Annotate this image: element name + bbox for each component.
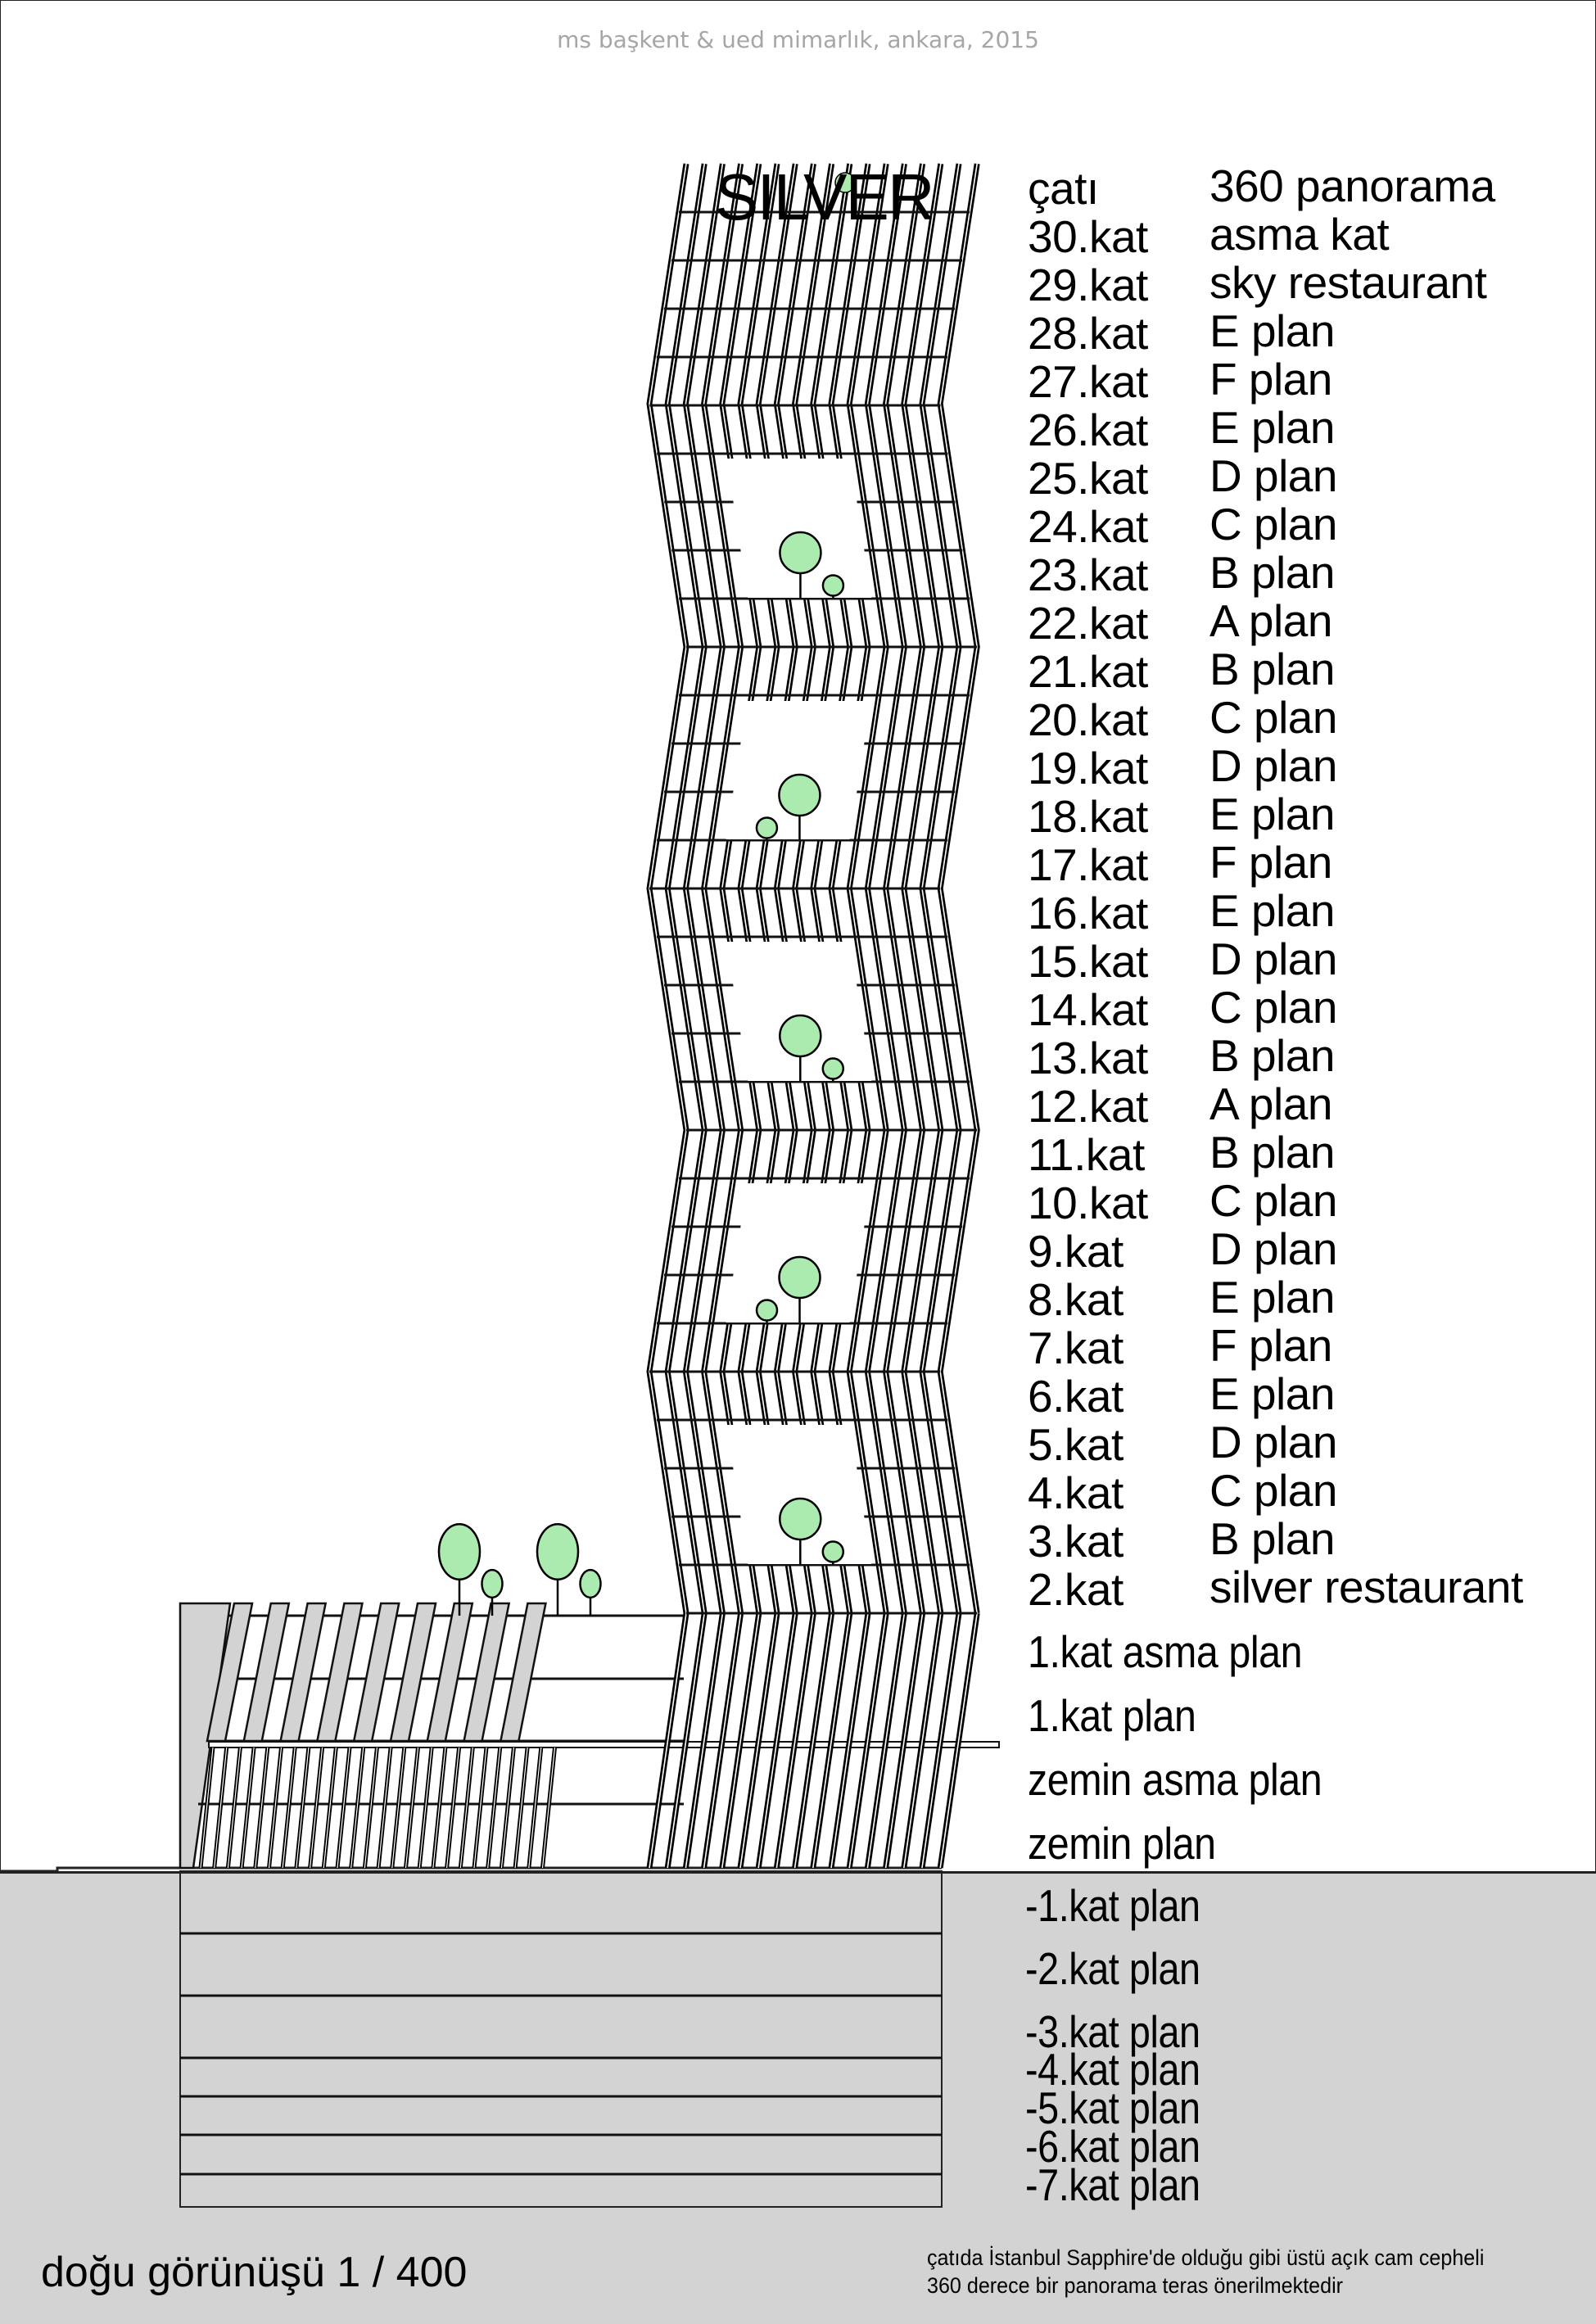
floor-number: 16.kat [1028, 888, 1148, 938]
floor-plan-type: D plan [1209, 450, 1337, 501]
floor-plan-type: A plan [1209, 1078, 1332, 1129]
floor-number: 18.kat [1028, 791, 1148, 842]
floor-number: 12.kat [1028, 1081, 1148, 1132]
floor-plan-type: E plan [1209, 1368, 1335, 1419]
floor-number: 6.kat [1028, 1371, 1124, 1422]
floor-number: 21.kat [1028, 646, 1148, 697]
podium-floor-label: 1.kat asma plan [1028, 1626, 1303, 1677]
credit-text: ms başkent & ued mimarlık, ankara, 2015 [557, 26, 1039, 53]
floor-number: 28.kat [1028, 308, 1148, 359]
floor-number: çatı [1028, 163, 1099, 214]
floor-plan-type: sky restaurant [1209, 257, 1487, 308]
floor-plan-type: B plan [1209, 644, 1335, 694]
floor-plan-type: D plan [1209, 1223, 1337, 1274]
floor-plan-type: D plan [1209, 934, 1337, 984]
floor-plan-type: B plan [1209, 1030, 1335, 1081]
floor-number: 13.kat [1028, 1033, 1148, 1083]
building-name: SILVER [715, 161, 934, 233]
floor-plan-type: D plan [1209, 740, 1337, 791]
floor-plan-type: F plan [1209, 837, 1332, 888]
basement-block [0, 1868, 942, 2207]
floor-plan-type: C plan [1209, 1465, 1337, 1516]
basement-floor-label: -6.kat plan [1025, 2121, 1200, 2172]
basement-floor-label: -2.kat plan [1025, 1943, 1200, 1994]
floor-number: 2.kat [1028, 1564, 1124, 1615]
podium-floor-label: zemin plan [1028, 1818, 1216, 1869]
design-note-line-1: çatıda İstanbul Sapphire'de olduğu gibi üstü açık cam cepheli [927, 2245, 1485, 2270]
floor-number: 9.kat [1028, 1226, 1124, 1277]
drawing-title: doğu görünüşü 1 / 400 [41, 2249, 468, 2296]
floor-number: 5.kat [1028, 1419, 1124, 1470]
floor-number: 26.kat [1028, 405, 1148, 455]
podium-floor-label: zemin asma plan [1028, 1754, 1322, 1805]
floor-number: 30.kat [1028, 211, 1148, 262]
floor-plan-type: silver restaurant [1209, 1562, 1523, 1612]
floor-plan-type: F plan [1209, 354, 1332, 405]
floor-number: 20.kat [1028, 694, 1148, 745]
floor-number: 3.kat [1028, 1516, 1124, 1567]
floor-number: 10.kat [1028, 1178, 1148, 1228]
floor-number: 27.kat [1028, 356, 1148, 407]
floor-number: 24.kat [1028, 501, 1148, 552]
floor-plan-type: E plan [1209, 1272, 1335, 1323]
floor-plan-type: B plan [1209, 1513, 1335, 1564]
basement-floor-label: -7.kat plan [1025, 2159, 1200, 2210]
floor-number: 11.kat [1028, 1129, 1145, 1180]
floor-plan-type: F plan [1209, 1320, 1332, 1371]
floor-plan-type: asma kat [1209, 209, 1390, 260]
floor-plan-type: E plan [1209, 789, 1335, 839]
floor-plan-type: D plan [1209, 1417, 1337, 1467]
floor-number: 23.kat [1028, 549, 1148, 600]
floor-plan-type: E plan [1209, 305, 1335, 356]
floor-number: 4.kat [1028, 1467, 1124, 1518]
floor-number: 14.kat [1028, 984, 1148, 1035]
floor-number: 29.kat [1028, 260, 1148, 310]
floor-plan-type: E plan [1209, 402, 1335, 453]
floor-plan-type: C plan [1209, 982, 1337, 1033]
floor-number: 8.kat [1028, 1274, 1124, 1325]
podium-floor-label: 1.kat plan [1028, 1690, 1196, 1741]
basement-floor-label: -5.kat plan [1025, 2082, 1200, 2133]
basement-floor-label: -3.kat plan [1025, 2006, 1200, 2057]
floor-number: 22.kat [1028, 598, 1148, 649]
floor-plan-type: B plan [1209, 547, 1335, 598]
floor-number: 25.kat [1028, 453, 1148, 504]
floor-number: 19.kat [1028, 743, 1148, 794]
floor-plan-type: A plan [1209, 595, 1332, 646]
basement-floor-label: -1.kat plan [1025, 1880, 1200, 1931]
floor-plan-type: E plan [1209, 885, 1335, 936]
floor-plan-type: 360 panorama [1209, 161, 1495, 211]
floor-plan-type: C plan [1209, 692, 1337, 743]
floor-number: 15.kat [1028, 936, 1148, 987]
basement-floor-label: -4.kat plan [1025, 2044, 1200, 2095]
floor-plan-type: C plan [1209, 1175, 1337, 1226]
design-note-line-2: 360 derece bir panorama teras önerilmektedir [927, 2273, 1344, 2298]
floor-number: 17.kat [1028, 839, 1148, 890]
floor-plan-type: C plan [1209, 499, 1337, 549]
floor-number: 7.kat [1028, 1323, 1124, 1373]
floor-plan-type: B plan [1209, 1127, 1335, 1178]
design-note [927, 2244, 1484, 2299]
